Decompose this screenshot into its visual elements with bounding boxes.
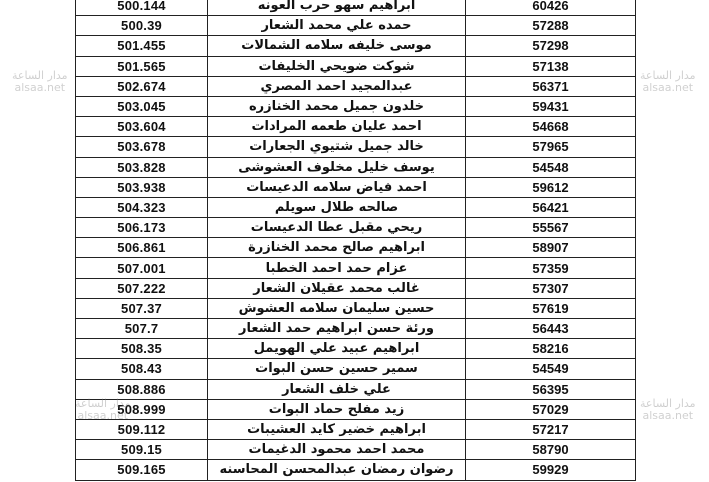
table-row — [76, 278, 636, 298]
table-row — [76, 359, 636, 379]
table-row — [76, 137, 636, 157]
id-cell: 54549 — [466, 359, 636, 379]
name-cell: عزام حمد احمد الخطبا — [208, 258, 466, 278]
name-cell: زيد مفلح حماد البوات — [208, 399, 466, 419]
id-cell: 58216 — [466, 339, 636, 359]
score-cell: 500.144 — [76, 0, 208, 16]
score-cell: 503.678 — [76, 137, 208, 157]
id-cell: 59929 — [466, 460, 636, 480]
score-cell: 500.39 — [76, 16, 208, 36]
watermark-line1: مدار الساعة — [640, 69, 696, 82]
name-cell: خالد جميل شتيوي الجعارات — [208, 137, 466, 157]
score-cell: 507.222 — [76, 278, 208, 298]
name-cell: سمير حسين حسن البوات — [208, 359, 466, 379]
id-cell: 57029 — [466, 399, 636, 419]
table-row — [76, 76, 636, 96]
name-cell: صالحه طلال سويلم — [208, 197, 466, 217]
score-cell: 504.323 — [76, 197, 208, 217]
name-cell: احمد عليان طعمه المرادات — [208, 117, 466, 137]
name-cell: غالب محمد عقيلان الشعار — [208, 278, 466, 298]
results-table-body — [76, 0, 636, 480]
score-cell: 507.001 — [76, 258, 208, 278]
name-cell: موسى خليفه سلامه الشمالات — [208, 36, 466, 56]
score-cell: 508.886 — [76, 379, 208, 399]
id-cell: 54668 — [466, 117, 636, 137]
name-cell: شوكت ضويحي الخليفات — [208, 56, 466, 76]
name-cell: عبدالمجيد احمد المصري — [208, 76, 466, 96]
name-cell: حسين سليمان سلامه العشوش — [208, 298, 466, 318]
table-row — [76, 238, 636, 258]
name-cell: رضوان رمضان عبدالمحسن المحاسنه — [208, 460, 466, 480]
watermark-line1: مدار الساعة — [75, 397, 131, 410]
results-sheet — [75, 0, 635, 480]
id-cell: 56421 — [466, 197, 636, 217]
table-row — [76, 298, 636, 318]
table-row — [76, 379, 636, 399]
score-cell: 507.7 — [76, 319, 208, 339]
score-cell: 508.999 — [76, 399, 208, 419]
id-cell: 57217 — [466, 419, 636, 439]
score-cell: 501.455 — [76, 36, 208, 56]
name-cell: ريحي مقبل عطا الدعيسات — [208, 218, 466, 238]
score-cell: 503.045 — [76, 96, 208, 116]
watermark-left-top — [12, 70, 68, 94]
table-row — [76, 319, 636, 339]
watermark-line2: alsaa.net — [77, 409, 129, 422]
table-row — [76, 16, 636, 36]
name-cell: ورئة حسن ابراهيم حمد الشعار — [208, 319, 466, 339]
watermark-right-bottom — [640, 398, 696, 422]
id-cell: 59431 — [466, 96, 636, 116]
table-row — [76, 460, 636, 480]
score-cell: 509.15 — [76, 440, 208, 460]
name-cell: ابراهيم صالح محمد الخنازرة — [208, 238, 466, 258]
table-row — [76, 36, 636, 56]
name-cell: حمده علي محمد الشعار — [208, 16, 466, 36]
name-cell: ابراهيم خضير كايد العشيبات — [208, 419, 466, 439]
score-cell: 506.861 — [76, 238, 208, 258]
table-row — [76, 117, 636, 137]
id-cell: 57138 — [466, 56, 636, 76]
table-row — [76, 440, 636, 460]
id-cell: 59612 — [466, 177, 636, 197]
watermark-right-top — [640, 70, 696, 94]
table-row — [76, 96, 636, 116]
id-cell: 57965 — [466, 137, 636, 157]
id-cell: 58790 — [466, 440, 636, 460]
score-cell: 509.112 — [76, 419, 208, 439]
table-row — [76, 339, 636, 359]
results-table-wrapper — [75, 0, 636, 481]
name-cell: علي خلف الشعار — [208, 379, 466, 399]
id-cell: 56443 — [466, 319, 636, 339]
id-cell: 57288 — [466, 16, 636, 36]
table-row — [76, 197, 636, 217]
table-row — [76, 177, 636, 197]
id-cell: 57307 — [466, 278, 636, 298]
table-row — [76, 399, 636, 419]
id-cell: 55567 — [466, 218, 636, 238]
score-cell: 508.35 — [76, 339, 208, 359]
id-cell: 57619 — [466, 298, 636, 318]
id-cell: 56371 — [466, 76, 636, 96]
score-cell: 506.173 — [76, 218, 208, 238]
name-cell: يوسف خليل مخلوف العشوشى — [208, 157, 466, 177]
id-cell: 54548 — [466, 157, 636, 177]
id-cell: 60426 — [466, 0, 636, 16]
watermark-line2: alsaa.net — [14, 81, 66, 94]
score-cell: 509.165 — [76, 460, 208, 480]
name-cell: احمد فياض سلامه الدعيسات — [208, 177, 466, 197]
table-row — [76, 218, 636, 238]
score-cell: 503.604 — [76, 117, 208, 137]
score-cell: 501.565 — [76, 56, 208, 76]
score-cell: 508.43 — [76, 359, 208, 379]
watermark-line1: مدار الساعة — [12, 69, 68, 82]
table-row — [76, 258, 636, 278]
watermark-line2: alsaa.net — [642, 409, 694, 422]
table-row — [76, 419, 636, 439]
name-cell: محمد احمد محمود الدغيمات — [208, 440, 466, 460]
name-cell: ابراهيم عبيد علي الهويمل — [208, 339, 466, 359]
score-cell: 503.938 — [76, 177, 208, 197]
name-cell: خلدون جميل محمد الخنازره — [208, 96, 466, 116]
score-cell: 502.674 — [76, 76, 208, 96]
id-cell: 58907 — [466, 238, 636, 258]
table-row — [76, 157, 636, 177]
table-row — [76, 0, 636, 16]
id-cell: 56395 — [466, 379, 636, 399]
table-row — [76, 56, 636, 76]
id-cell: 57359 — [466, 258, 636, 278]
id-cell: 57298 — [466, 36, 636, 56]
score-cell: 507.37 — [76, 298, 208, 318]
results-table — [75, 0, 636, 481]
name-cell: ابراهيم سهو حرب العونه — [208, 0, 466, 16]
watermark-line2: alsaa.net — [642, 81, 694, 94]
watermark-line1: مدار الساعة — [640, 397, 696, 410]
score-cell: 503.828 — [76, 157, 208, 177]
